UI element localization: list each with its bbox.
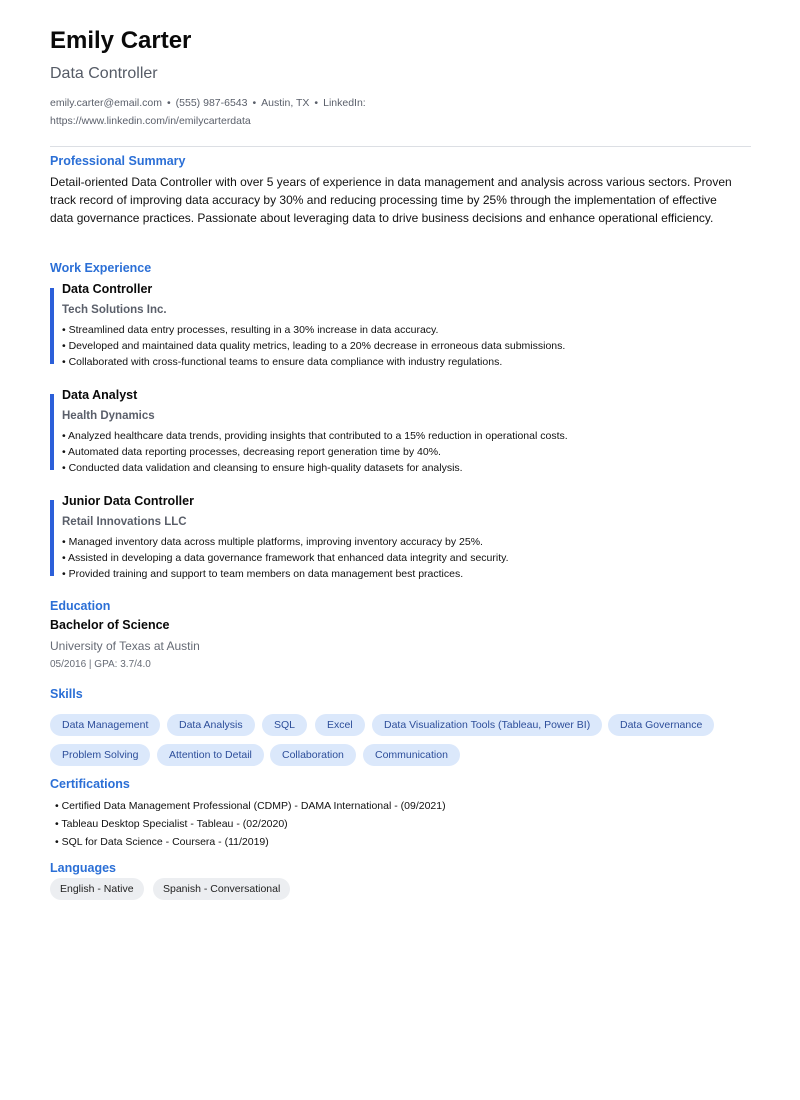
skill-chip: Data Visualization Tools (Tableau, Power BI) — [372, 714, 602, 736]
section-title-languages: Languages — [50, 861, 116, 875]
job-company: Retail Innovations LLC — [62, 516, 187, 528]
job-company: Health Dynamics — [62, 410, 155, 422]
skill-chip: Excel — [315, 714, 365, 736]
section-title-certifications: Certifications — [50, 777, 130, 791]
header-divider — [50, 146, 751, 147]
education-degree: Bachelor of Science — [50, 618, 170, 632]
skill-chip: Attention to Detail — [157, 744, 264, 766]
contact-linkedin-url[interactable]: https://www.linkedin.com/in/emilycarterdata — [50, 115, 251, 127]
job-bullets — [62, 534, 509, 582]
contact-separator: • — [252, 97, 257, 109]
job-bullet: • Analyzed healthcare data trends, providing insights that contributed to a 15% reduction in operational costs. — [62, 430, 568, 442]
job-bullet: • Provided training and support to team members on data management best practices. — [62, 568, 464, 580]
skill-chip: Data Analysis — [167, 714, 255, 736]
job-bullet: • Automated data reporting processes, decreasing report generation time by 40%. — [62, 446, 441, 458]
certification-item: • SQL for Data Science - Coursera - (11/2019) — [55, 836, 269, 848]
skill-chip: Data Management — [50, 714, 160, 736]
job-company: Tech Solutions Inc. — [62, 304, 167, 316]
section-title-experience: Work Experience — [50, 261, 152, 275]
education-school: University of Texas at Austin — [50, 639, 200, 653]
job-bullet: • Assisted in developing a data governance framework that enhanced data integrity and security. — [62, 552, 509, 564]
education-meta: 05/2016 | GPA: 3.7/4.0 — [50, 659, 151, 670]
section-title-summary: Professional Summary — [50, 154, 186, 168]
contact-separator: • — [314, 97, 319, 109]
candidate-role: Data Controller — [50, 65, 158, 82]
job-bullet: • Streamlined data entry processes, resulting in a 30% increase in data accuracy. — [62, 324, 439, 336]
job-bullets — [62, 428, 568, 476]
section-title-education: Education — [50, 599, 111, 613]
job-bullet: • Developed and maintained data quality metrics, leading to a 20% decrease in erroneous data submissions. — [62, 340, 566, 352]
contact-info — [50, 94, 410, 130]
skill-chip: Data Governance — [608, 714, 714, 736]
contact-location: Austin, TX — [261, 97, 310, 109]
job-title: Junior Data Controller — [62, 494, 194, 508]
certifications-list — [55, 797, 446, 851]
job-title: Data Analyst — [62, 388, 138, 402]
skill-chip: Problem Solving — [50, 744, 150, 766]
job-bullet: • Conducted data validation and cleansing to ensure high-quality datasets for analysis. — [62, 462, 463, 474]
job-title: Data Controller — [62, 282, 153, 296]
certification-item: • Tableau Desktop Specialist - Tableau - (02/2020) — [55, 818, 288, 830]
section-title-skills: Skills — [50, 687, 83, 701]
job-accent-bar — [50, 500, 54, 576]
job-bullets — [62, 322, 565, 370]
certification-item: • Certified Data Management Professional (CDMP) - DAMA International - (09/2021) — [55, 800, 446, 812]
language-chip: English - Native — [50, 878, 144, 900]
job-bullet: • Collaborated with cross-functional teams to ensure data compliance with industry regulations. — [62, 356, 503, 368]
skill-chip: SQL — [262, 714, 307, 736]
candidate-name: Emily Carter — [50, 27, 192, 54]
summary-text: Detail-oriented Data Controller with over 5 years of experience in data management and analysis across various sectors. Proven track record of improving data accuracy by 30% and reducing processing time by 25% through the implementation of effective data governance practices. Passionate about leveraging data to drive business decisions and enhance operational efficiency. — [50, 175, 732, 225]
skill-chip: Communication — [363, 744, 460, 766]
job-accent-bar — [50, 394, 54, 470]
language-chip: Spanish - Conversational — [153, 878, 290, 900]
job-accent-bar — [50, 288, 54, 364]
job-bullet: • Managed inventory data across multiple platforms, improving inventory accuracy by 25%. — [62, 536, 483, 548]
contact-separator: • — [166, 97, 171, 109]
contact-email[interactable]: emily.carter@email.com — [50, 97, 162, 109]
contact-phone: (555) 987-6543 — [175, 97, 248, 109]
skill-chip: Collaboration — [270, 744, 356, 766]
contact-linkedin-label: LinkedIn: — [323, 97, 366, 109]
